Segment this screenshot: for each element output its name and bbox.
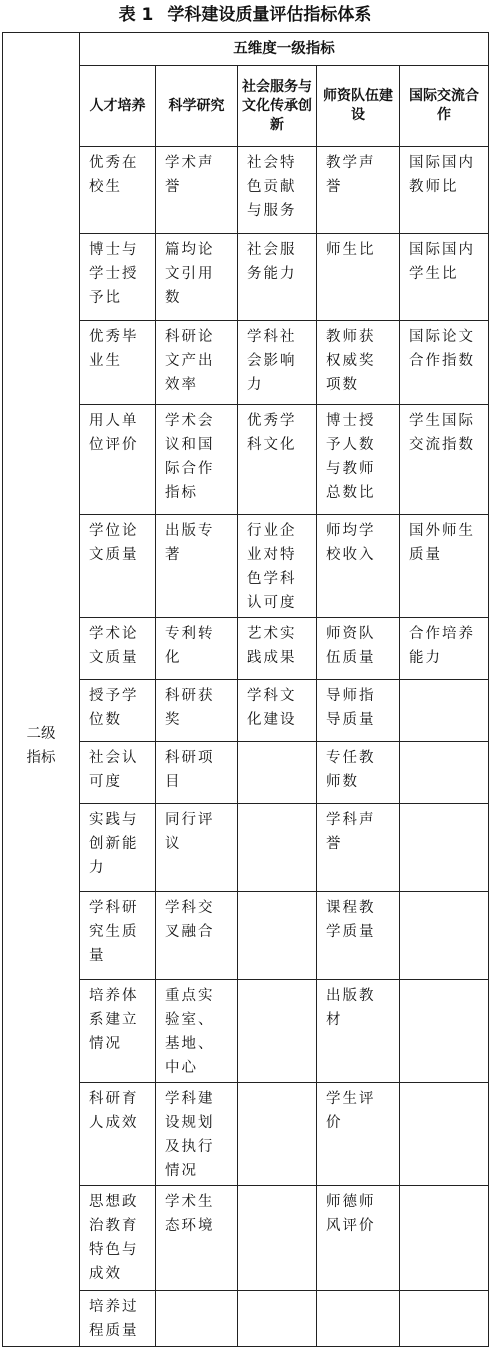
table-cell: 学术论文质量 — [80, 618, 156, 680]
table-cell: 导师指导质量 — [317, 680, 400, 742]
table-cell: 师均学校收入 — [317, 515, 400, 618]
row-group-label: 二级指标 — [3, 147, 80, 1347]
table-cell: 国际国内学生比 — [400, 234, 489, 321]
column-header: 师资队伍建设 — [317, 66, 400, 147]
table-cell: 培养体系建立情况 — [80, 980, 156, 1083]
table-cell: 优秀毕业生 — [80, 321, 156, 405]
table-cell: 学科建设规划及执行情况 — [156, 1083, 238, 1186]
header-row — [3, 66, 489, 147]
corner-cell-lower — [3, 66, 80, 147]
table-cell — [400, 804, 489, 892]
table-row — [3, 147, 489, 234]
table-cell: 实践与创新能力 — [80, 804, 156, 892]
column-header: 人才培养 — [80, 66, 156, 147]
table-cell — [400, 742, 489, 804]
table-cell — [238, 1186, 317, 1291]
table-cell: 重点实验室、基地、中心 — [156, 980, 238, 1083]
table-cell: 培养过程质量 — [80, 1291, 156, 1347]
table-cell — [156, 1291, 238, 1347]
table-body — [3, 147, 489, 1347]
table-cell: 博士授予人数与教师总数比 — [317, 405, 400, 515]
table-cell — [400, 980, 489, 1083]
table-cell — [400, 1291, 489, 1347]
table-cell — [400, 1083, 489, 1186]
table-cell: 学生评价 — [317, 1083, 400, 1186]
table-cell: 课程教学质量 — [317, 892, 400, 980]
corner-cell — [3, 33, 80, 66]
table-title-text: 学科建设质量评估指标体系 — [167, 5, 372, 25]
table-number: 表 1 — [118, 5, 154, 25]
table-cell: 学科社会影响力 — [238, 321, 317, 405]
table-cell: 思想政治教育特色与成效 — [80, 1186, 156, 1291]
table-cell: 艺术实践成果 — [238, 618, 317, 680]
table-cell — [238, 742, 317, 804]
table-cell: 学科声誉 — [317, 804, 400, 892]
table-cell: 学科交叉融合 — [156, 892, 238, 980]
table-cell: 国际国内教师比 — [400, 147, 489, 234]
table-cell: 篇均论文引用数 — [156, 234, 238, 321]
table-cell: 学术声誉 — [156, 147, 238, 234]
table-cell: 学科研究生质量 — [80, 892, 156, 980]
table-cell: 合作培养能力 — [400, 618, 489, 680]
table-cell: 行业企业对特色学科认可度 — [238, 515, 317, 618]
column-header: 国际交流合作 — [400, 66, 489, 147]
table-cell — [238, 892, 317, 980]
table-cell: 社会服务能力 — [238, 234, 317, 321]
table-cell: 科研获奖 — [156, 680, 238, 742]
table-cell: 授予学位数 — [80, 680, 156, 742]
table-cell: 博士与学士授予比 — [80, 234, 156, 321]
table-cell: 国外师生质量 — [400, 515, 489, 618]
column-header: 社会服务与文化传承创新 — [238, 66, 317, 147]
table-cell: 社会认可度 — [80, 742, 156, 804]
table-cell — [238, 1291, 317, 1347]
table-cell: 学位论文质量 — [80, 515, 156, 618]
table-cell: 学生国际交流指数 — [400, 405, 489, 515]
table-cell: 社会特色贡献与服务 — [238, 147, 317, 234]
header-group-row — [3, 33, 489, 66]
table-cell: 专任教师数 — [317, 742, 400, 804]
table-cell: 出版教材 — [317, 980, 400, 1083]
table-cell: 优秀在校生 — [80, 147, 156, 234]
table-cell: 科研论文产出效率 — [156, 321, 238, 405]
table-cell: 国际论文合作指数 — [400, 321, 489, 405]
table-cell: 教学声誉 — [317, 147, 400, 234]
table-cell: 学术生态环境 — [156, 1186, 238, 1291]
table-cell — [238, 980, 317, 1083]
table-cell: 出版专著 — [156, 515, 238, 618]
table-cell: 科研项目 — [156, 742, 238, 804]
table-cell — [238, 1083, 317, 1186]
table-cell — [400, 1186, 489, 1291]
table-cell: 专利转化 — [156, 618, 238, 680]
table-cell: 学术会议和国际合作指标 — [156, 405, 238, 515]
table-title — [0, 2, 490, 28]
table-cell — [317, 1291, 400, 1347]
table-cell: 学科文化建设 — [238, 680, 317, 742]
indicator-table — [2, 32, 489, 1347]
header-group-label: 五维度一级指标 — [80, 33, 489, 66]
table-cell — [400, 680, 489, 742]
table-cell: 师生比 — [317, 234, 400, 321]
table-cell: 同行评议 — [156, 804, 238, 892]
table-cell: 优秀学科文化 — [238, 405, 317, 515]
table-cell — [400, 892, 489, 980]
table-cell: 师资队伍质量 — [317, 618, 400, 680]
column-header: 科学研究 — [156, 66, 238, 147]
table-cell: 师德师风评价 — [317, 1186, 400, 1291]
table-cell: 用人单位评价 — [80, 405, 156, 515]
table-cell: 教师获权威奖项数 — [317, 321, 400, 405]
table-cell: 科研育人成效 — [80, 1083, 156, 1186]
table-cell — [238, 804, 317, 892]
